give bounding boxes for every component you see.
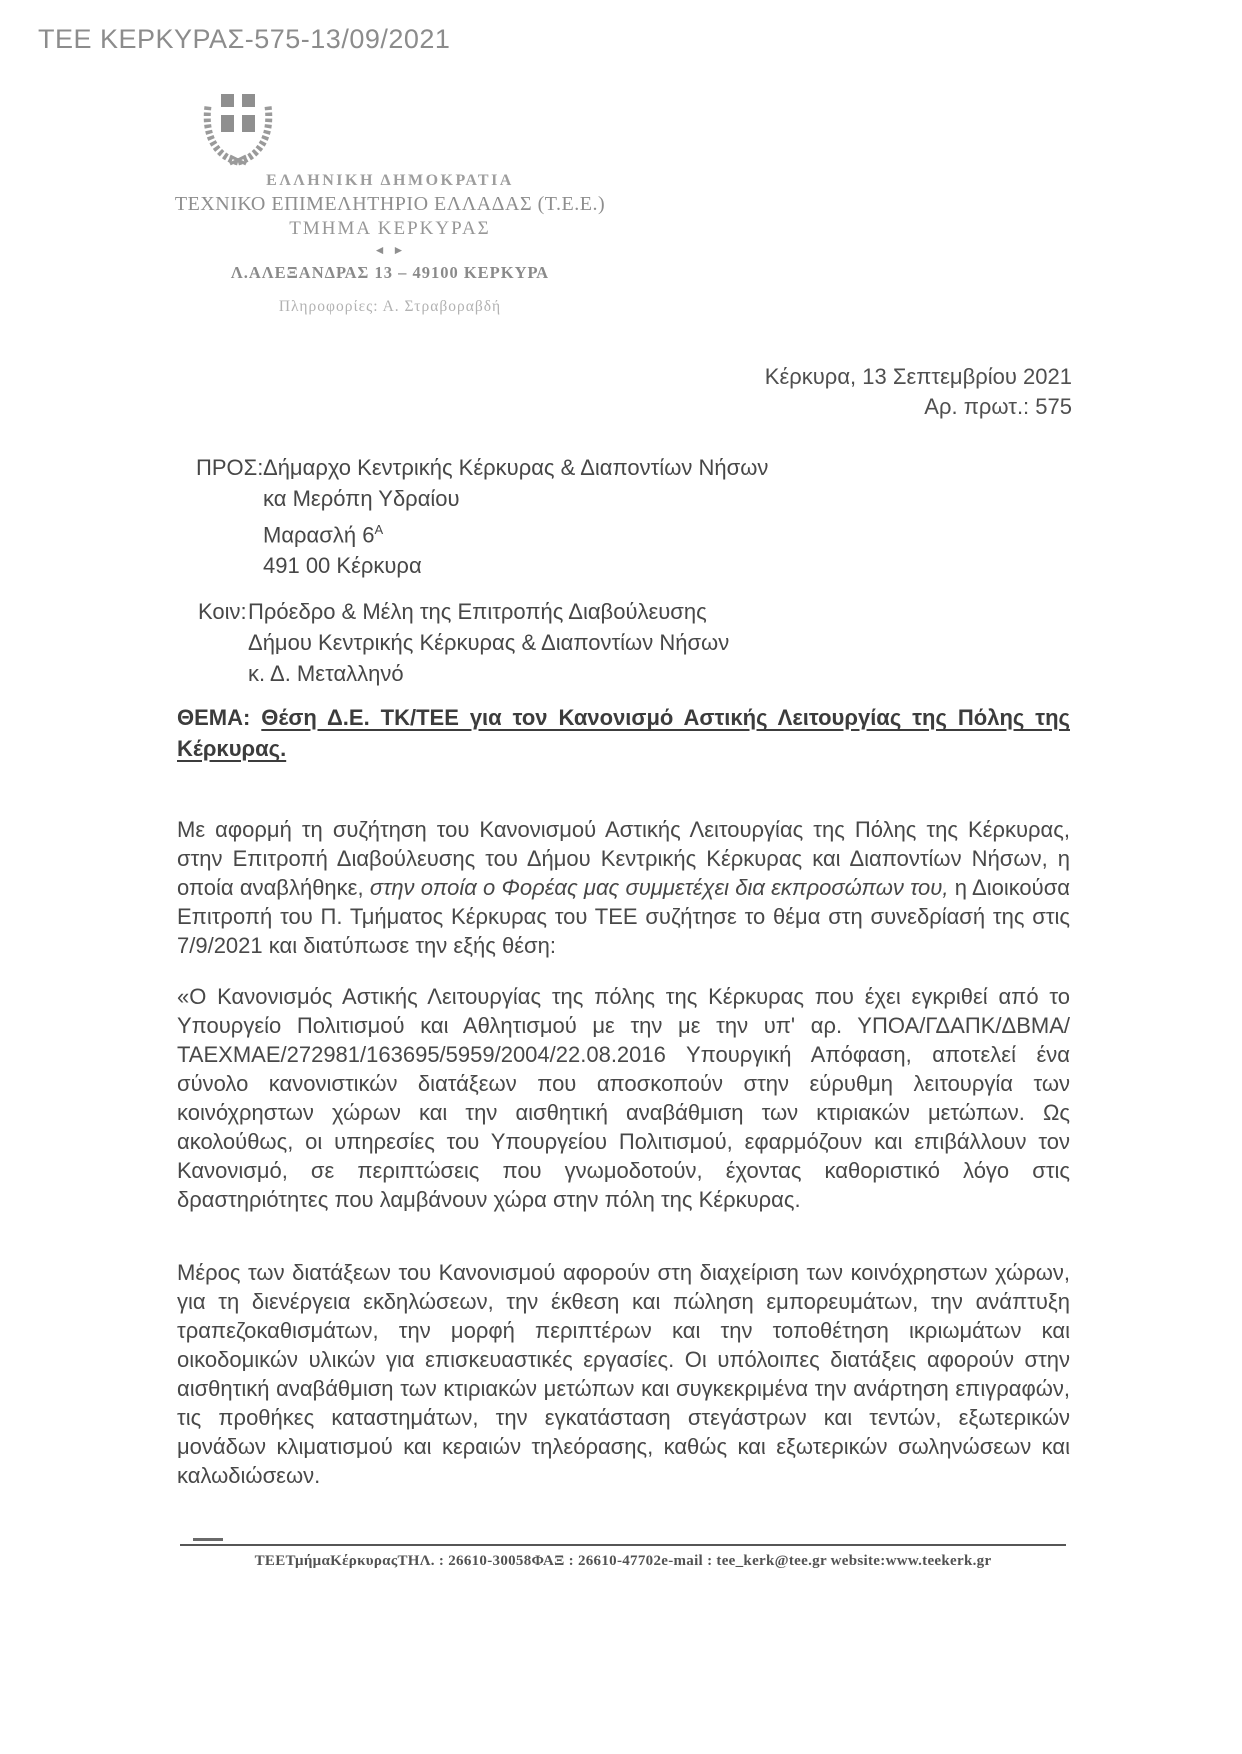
letterhead-department: ΤΜΗΜΑ ΚΕΡΚΥΡΑΣ (289, 218, 491, 239)
letterhead-organization: ΤΕΧΝΙΚΟ ΕΠΙΜΕΛΗΤΗΡΙΟ ΕΛΛΑΔΑΣ (Τ.Ε.Ε.) (174, 193, 606, 215)
footer-divider (180, 1544, 1066, 1546)
cc-line: κ. Δ. Μεταλληνό (248, 661, 404, 686)
cc-label: Κοιν: (198, 599, 247, 624)
cc-block (198, 596, 729, 689)
letterhead-divider-icon: ◄ ► (373, 243, 407, 257)
scan-reference: ΤΕΕ ΚΕΡΚΥΡΑΣ-575-13/09/2021 (38, 24, 451, 54)
date-block (765, 362, 1072, 422)
body-paragraph-2: «Ο Κανονισμός Αστικής Λειτουργίας της πόλης της Κέρκυρας που έχει εγκριθεί από το Υπουργείο Πολιτισμού και Αθλητισμού με την με την υπ' αρ. ΥΠΟΑ/ΓΔΑΠΚ/ΔΒΜΑ/ΤΑΕΧΜΑΕ/272981/163695/5959/2004/22.08.2016 Υπουργική Απόφαση, αποτελεί ένα σύνολο κανονιστικών διατάξεων που αποσκοπούν στην εύρυθμη λειτουργία των κοινόχρηστων χώρων και την αισθητική αναβάθμιση των κτιριακών μετώπων. Ως ακολούθως, οι υπηρεσίες του Υπουργείου Πολιτισμού, εφαρμόζουν και επιβάλλουν τον Κανονισμό, σε περιπτώσεις που γνωμοδοτούν, έχοντας καθοριστικό λόγο στις δραστηριότητες που λαμβάνουν χώρα στην πόλη της Κέρκυρας. (177, 984, 1070, 1212)
protocol-line: Αρ. πρωτ.: 575 (924, 394, 1072, 419)
letterhead-state: ΕΛΛΗΝΙΚΗ ΔΗΜΟΚΡΑΤΙΑ (266, 172, 514, 189)
footer-tick-mark (193, 1538, 223, 1541)
cc-line: Δήμου Κεντρικής Κέρκυρας & Διαποντίων Νήσων (248, 630, 730, 655)
letterhead (150, 86, 630, 316)
greek-republic-emblem-icon (194, 86, 282, 166)
street-number-superscript: Α (374, 522, 384, 537)
subject-line (177, 702, 1070, 764)
recipient-label: ΠΡΟΣ: (196, 455, 264, 480)
recipient-line: 491 00 Κέρκυρα (263, 553, 422, 579)
paragraph-italic-text: στην οποία ο Φορέας μας συμμετέχει δια εκπροσώπων του, (369, 875, 949, 900)
subject-text: Θέση Δ.Ε. ΤΚ/ΤΕΕ για τον Κανονισμό Αστικής Λειτουργίας της Πόλης της Κέρκυρας. (177, 705, 1070, 761)
cc-line: Πρόεδρο & Μέλη της Επιτροπής Διαβούλευσης (248, 599, 707, 624)
recipient-lines (263, 452, 768, 581)
letterhead-address: Λ.ΑΛΕΞΑΝΔΡΑΣ 13 – 49100 ΚΕΡΚΥΡΑ (230, 263, 550, 282)
letterhead-contact: Πληροφορίες: Α. Στραβοραβδή (278, 298, 502, 315)
recipient-block (196, 452, 768, 581)
recipient-line: Δήμαρχο Κεντρικής Κέρκυρας & Διαποντίων Νήσων (263, 455, 769, 480)
body-paragraph-1 (177, 815, 1070, 960)
paragraph-text: Με αφορμή τη συζήτηση του Κανονισμού Αστικής Λειτουργίας της Πόλης της Κέρκυρας, στην Επιτροπή Διαβούλευσης του Δήμου Κεντρικής Κέρκυρας και Διαποντίων Νήσων, η οποία αναβλήθηκε, (177, 817, 1070, 900)
paragraph-text: η Διοικούσα Επιτροπή του Π. Τμήματος Κέρκυρας του ΤΕΕ συζήτησε το θέμα στη συνεδρίασή της στις 7/9/2021 και διατύπωσε την εξής θέση: (177, 875, 1070, 958)
body-paragraph-3: Μέρος των διατάξεων του Κανονισμού αφορούν στη διαχείριση των κοινόχρηστων χώρων, για τη διενέργεια εκδηλώσεων, την έκθεση και πώληση εμπορευμάτων, την ανάπτυξη τραπεζοκαθισμάτων, την μορφή περιπτέρων και την τοποθέτηση ικριωμάτων και οικοδομικών υλικών για επισκευαστικές εργασίες. Οι υπόλοιπες διατάξεις αφορούν στην αισθητική αναβάθμιση των κτιριακών μετώπων και συγκεκριμένα την ανάρτηση επιγραφών, τις προθήκες καταστημάτων, την εγκατάσταση στεγάστρων και τεντών, εξωτερικών μονάδων κλιματισμού και κεραιών τηλεόρασης, καθώς και εξωτερικών σωληνώσεων και καλωδιώσεων. (177, 1260, 1070, 1488)
cc-lines (248, 596, 729, 689)
recipient-line: Μαρασλή $6^A$ (263, 522, 384, 548)
subject-label: ΘΕΜΑ: (177, 705, 251, 730)
date-line: Κέρκυρα, 13 Σεπτεμβρίου 2021 (764, 364, 1072, 389)
recipient-line: κα Μερόπη Υδραίου (263, 486, 460, 511)
footer-contact-line: ΤΕΕΤμήμαΚέρκυραςΤΗΛ. : 26610-30058ΦΑΞ : 26610-47702e-mail : tee_kerk@tee.gr website:www.teekerk.gr (254, 1553, 992, 1569)
